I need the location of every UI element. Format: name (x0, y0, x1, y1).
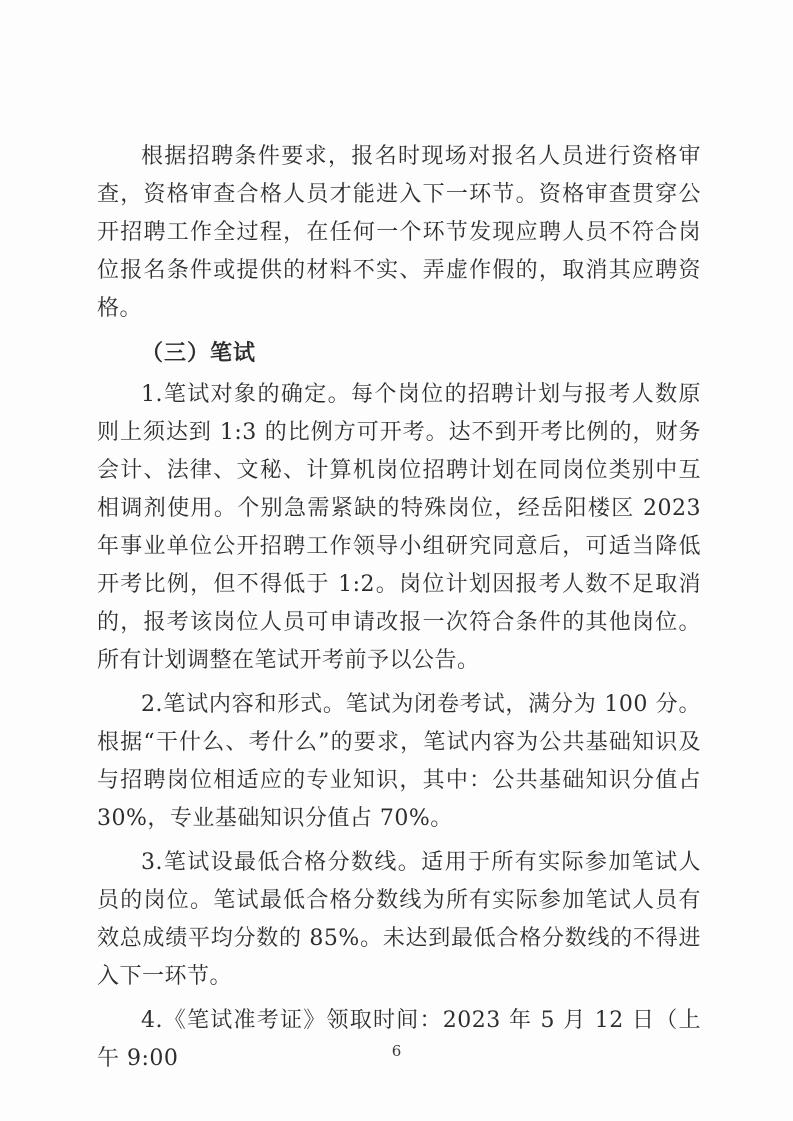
paragraph-exam-content-format: 2.笔试内容和形式。笔试为闭卷考试，满分为 100 分。根据“干什么、考什么”的要求，笔试内容为公共基础知识及与招聘岗位相适应的专业知识，其中：公共基础知识分值占 30%，专业基础知识分值占 70%。 (97, 692, 701, 831)
paragraph-minimum-passing-score: 3.笔试设最低合格分数线。适用于所有实际参加笔试人员的岗位。笔试最低合格分数线为所有实际参加笔试人员有效总成绩平均分数的 85%。未达到最低合格分数线的不得进入下一环节。 (97, 850, 701, 989)
paragraph-admission-ticket-time: 4.《笔试准考证》领取时间：2023 年 5 月 12 日（上午 9:00 (97, 1008, 701, 1071)
paragraph-exam-eligibility-ratio: 1.笔试对象的确定。每个岗位的招聘计划与报考人数原则上须达到 1:3 的比例方可开考。达不到开考比例的，财务会计、法律、文秘、计算机岗位招聘计划在同岗位类别中互相调剂使用。个别急需紧缺的特殊岗位，经岳阳楼区 2023 年事业单位公开招聘工作领导小组研究同意后，可适当降低开考比例，但不得低于 1:2。岗位计划因报考人数不足取消的，报考该岗位人员可申请改报一次符合条件的其他岗位。所有计划调整在笔试开考前予以公告。 (97, 382, 701, 673)
section-heading-written-exam: （三）笔试 (141, 340, 257, 366)
paragraph-qualification-review: 根据招聘条件要求，报名时现场对报名人员进行资格审查，资格审查合格人员才能进入下一环节。资格审查贯穿公开招聘工作全过程，在任何一个环节发现应聘人员不符合岗位报名条件或提供的材料不实、弄虚作假的，取消其应聘资格。 (97, 144, 701, 321)
page-number: 6 (391, 1042, 402, 1060)
document-text-block (97, 138, 701, 1084)
